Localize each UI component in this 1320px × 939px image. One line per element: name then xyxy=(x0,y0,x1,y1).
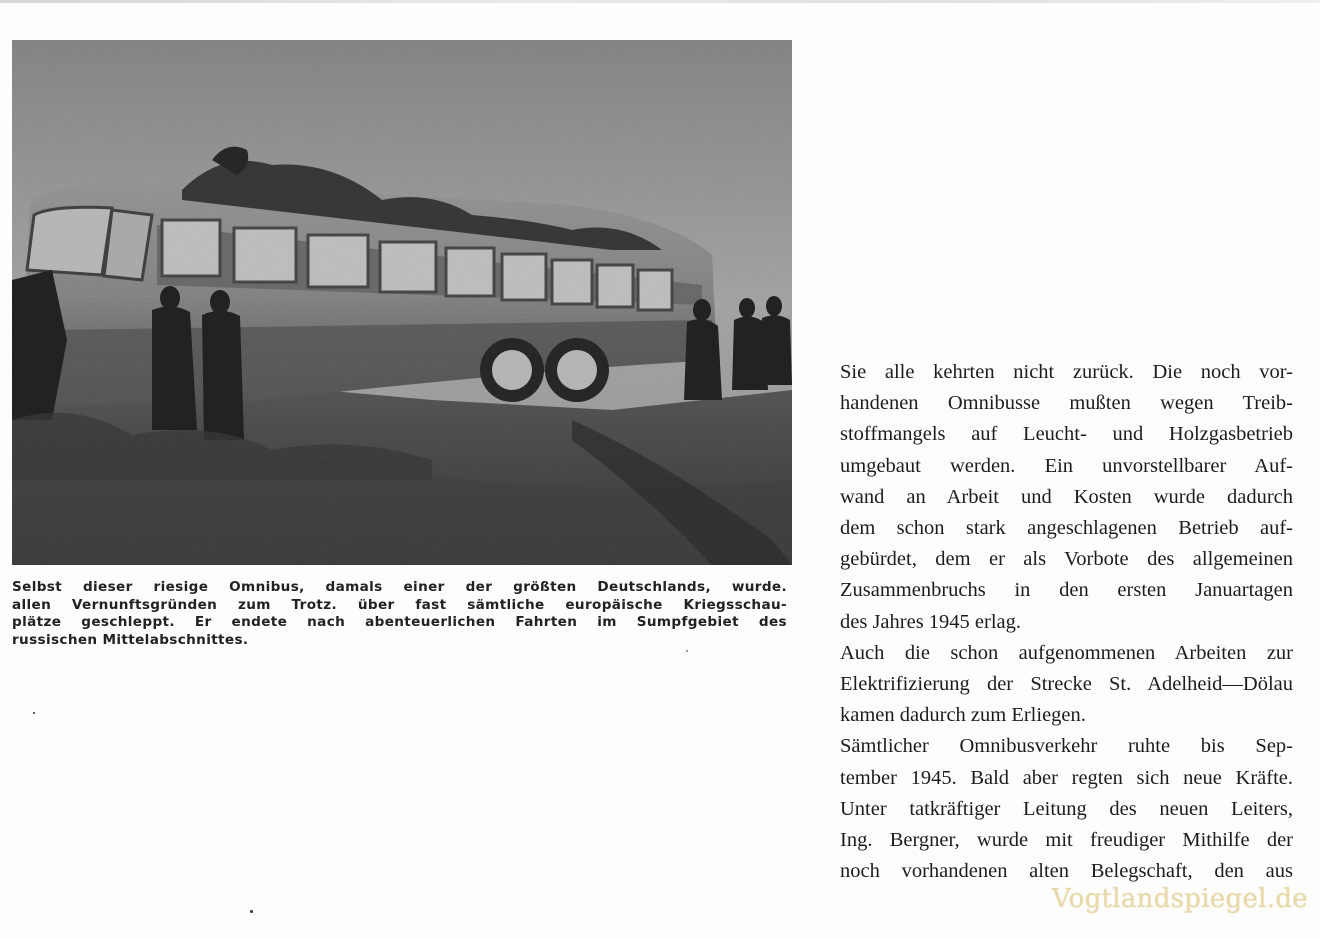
body-line: wand an Arbeit und Kosten wurde dadurch xyxy=(840,485,1293,508)
caption-line: russischen Mittelabschnittes. xyxy=(12,631,249,648)
body-line: Elektrifizierung der Strecke St. Adelheid—Dölau xyxy=(840,673,1293,696)
page-top-edge xyxy=(0,0,1320,3)
body-line: handenen Omnibusse mußten wegen Treib- xyxy=(840,392,1293,415)
body-line: kamen dadurch zum Erliegen. xyxy=(840,704,1086,727)
body-line: Sämtlicher Omnibusverkehr ruhte bis Sep- xyxy=(840,735,1293,758)
caption-line: plätze geschleppt. Er endete nach abenteuerlichen Fahrten im Sumpfgebiet des xyxy=(12,614,787,631)
body-line: stoffmangels auf Leucht- und Holzgasbetrieb xyxy=(840,423,1293,446)
body-text-column xyxy=(840,357,1293,887)
caption-line: allen Vernunftsgründen zum Trotz. über fast sämtliche europäische Kriegsschau- xyxy=(12,596,787,613)
body-line: Zusammenbruchs in den ersten Januartagen xyxy=(840,579,1293,602)
body-line: Auch die schon aufgenommenen Arbeiten zur xyxy=(840,641,1293,664)
body-line: Unter tatkräftiger Leitung des neuen Leiters, xyxy=(840,797,1293,820)
scan-speck xyxy=(33,712,35,714)
site-watermark: Vogtlandspiegel.de xyxy=(1051,884,1308,914)
photo-caption xyxy=(12,579,787,649)
bus-photograph xyxy=(12,40,792,565)
body-line: umgebaut werden. Ein unvorstellbarer Auf- xyxy=(840,454,1293,477)
scan-speck xyxy=(686,650,688,652)
body-line: gebürdet, dem er als Vorbote des allgemeinen xyxy=(840,548,1293,571)
body-line: dem schon stark angeschlagenen Betrieb auf- xyxy=(840,517,1293,540)
body-line: noch vorhandenen alten Belegschaft, den aus xyxy=(840,860,1293,883)
caption-line: Selbst dieser riesige Omnibus, damals einer der größten Deutschlands, wurde. xyxy=(12,579,787,595)
body-line: Sie alle kehrten nicht zurück. Die noch vor- xyxy=(840,361,1293,383)
scan-speck xyxy=(250,910,253,913)
body-line: Ing. Bergner, wurde mit freudiger Mithilfe der xyxy=(840,829,1293,852)
body-line: des Jahres 1945 erlag. xyxy=(840,610,1022,633)
body-line: tember 1945. Bald aber regten sich neue Kräfte. xyxy=(840,766,1293,789)
